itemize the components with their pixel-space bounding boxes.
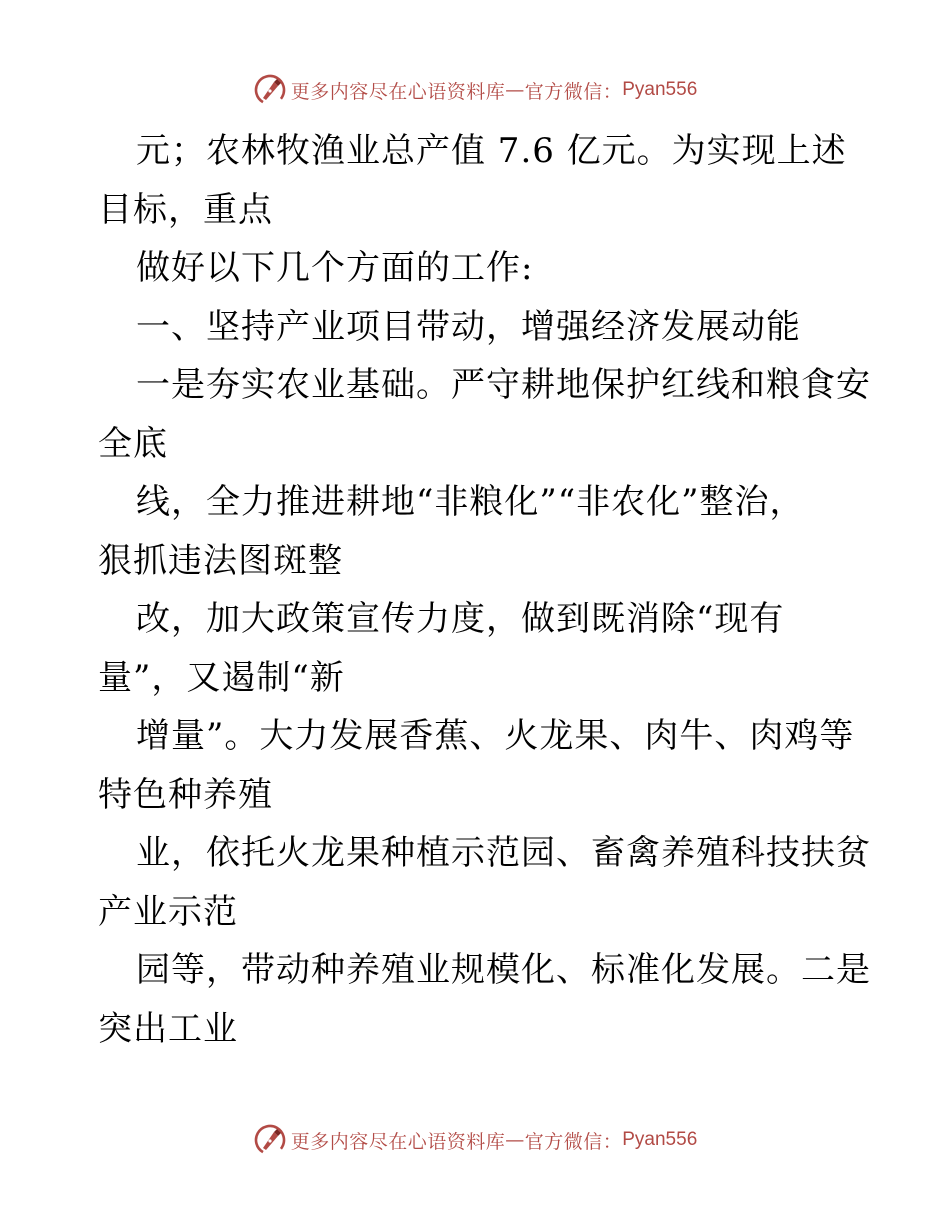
- text-line: 做好以下几个方面的工作:: [136, 248, 534, 288]
- footer-site-text: 更多内容尽在心语资料库: [290, 1130, 506, 1153]
- footer-banner: [0, 1120, 950, 1160]
- footer-dash: —: [505, 1129, 525, 1151]
- text-line: 目标，重点: [98, 189, 273, 230]
- text-line: 业，依托火龙果种植示范园、畜禽养殖科技扶贫: [136, 833, 871, 873]
- header-banner: [0, 70, 950, 110]
- header-site-text: 更多内容尽在心语资料库: [290, 80, 506, 103]
- text-line: 突出工业: [98, 1008, 238, 1049]
- text-line: 园等，带动种养殖业规模化、标准化发展。二是: [136, 950, 871, 990]
- text-line: 全底: [98, 423, 168, 464]
- header-dash: —: [505, 79, 525, 101]
- footer-wechat-label: 官方微信：: [524, 1130, 623, 1153]
- text-line: 量”，又遏制“新: [98, 657, 345, 698]
- text-line: 特色种养殖: [98, 774, 273, 815]
- text-line: 增量”。大力发展香蕉、火龙果、肉牛、肉鸡等: [136, 716, 855, 756]
- pen-nib-logo-icon: [253, 1123, 287, 1157]
- section-heading: 一、坚持产业项目带动，增强经济发展动能: [136, 306, 801, 347]
- header-wechat-handle: Pyan556: [622, 79, 698, 100]
- text-line: 元；农林牧渔业总产值 7.6 亿元。为实现上述: [136, 131, 847, 171]
- document-body: [98, 122, 871, 1058]
- text-line: 线，全力推进耕地“非粮化”“非农化”整治，: [136, 482, 805, 522]
- header-wechat-label: 官方微信：: [524, 80, 623, 103]
- text-line: 一是夯实农业基础。严守耕地保护红线和粮食安: [136, 365, 871, 405]
- text-line: 改，加大政策宣传力度，做到既消除“现有: [136, 599, 785, 639]
- footer-wechat-handle: Pyan556: [622, 1129, 698, 1150]
- pen-nib-logo-icon: [253, 73, 287, 107]
- text-line: 狠抓违法图斑整: [98, 540, 343, 581]
- text-line: 产业示范: [98, 891, 238, 932]
